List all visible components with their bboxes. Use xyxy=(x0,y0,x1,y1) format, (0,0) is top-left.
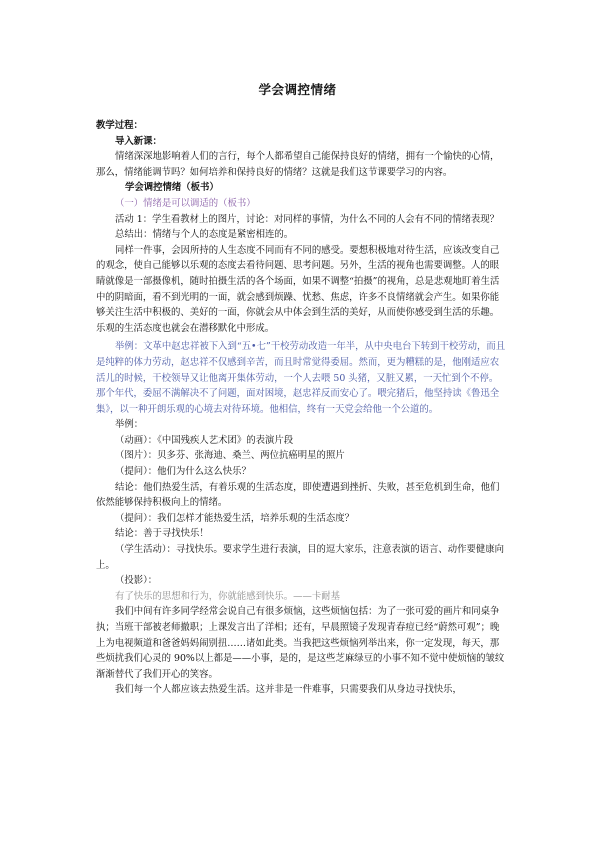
paragraph: 有了快乐的思想和行为，你就能感到快乐。——卡耐基 xyxy=(115,590,341,602)
paragraph: （投影）： xyxy=(115,575,158,587)
paragraph: 举例：文革中赵忠祥被下入到“五•七”干校劳动改造一年半，从中央电台下转到干校劳动，而且是纯粹的体力劳动，赵忠祥不仅感到辛苦，而且时常觉得委屈。然而，更为糟糕的是，他刚适应农活儿的时候，干校领导又让他离开集体劳动，一个人去喂 50 头猪，又脏又累，一天忙到个不停。那个年代，委屈不满解决不了问题，面对困境，赵忠祥反而安心了。喂完猪后，他坚持读《鲁迅全集》，以一种开朗乐观的心境去对待环境。他相信，终有一天党会给他一个公道的。 xyxy=(96,341,506,415)
paragraph: （提问）：我们怎样才能热爱生活，培养乐观的生活态度？ xyxy=(115,512,355,524)
paragraph: （一）情绪是可以调适的（板书） xyxy=(115,197,256,209)
paragraph: 教学过程： xyxy=(96,120,143,131)
paragraph: 学会调控情绪（板书） xyxy=(125,182,219,194)
paragraph: 总结出：情绪与个人的态度是紧密相连的。 xyxy=(115,229,294,241)
paragraph: 结论：善于寻找快乐！ xyxy=(115,528,209,540)
paragraph: （图片）：贝多芬、张海迪、桑兰、两位抗癌明星的照片 xyxy=(115,450,345,462)
paragraph: 举例： xyxy=(115,419,144,431)
paragraph: 同样一件事，会因所持的人生态度不同而有不同的感受。要想积极地对待生活，应该改变自己的观念，使自己能够以乐观的态度去看待问题、思考问题。另外，生活的视角也需要调整。人的眼睛就像是一部摄像机，随时拍摄生活的各个场面，如果不调整“拍摄”的视角，总是悲观地盯着生活中的阴暗面，看不到光明的一面，就会感到烦躁、忧愁、焦虑，许多不良情绪就会产生。如果你能够关注生活中积极的、美好的一面，你就会从中体会到生活的美好，从而使你感受到生活的乐趣。乐观的生活态度也就会在潜移默化中形成。 xyxy=(96,244,500,334)
paragraph: 我们中间有许多同学经常会说自己有很多烦恼，这些烦恼包括：为了一张可爱的画片和同桌争执；当班干部被老师撤职；上课发言出了洋相；还有，早晨照镜子发现青春痘已经“蔚然可观”；晚上为电视频道和爸爸妈妈闹别扭……诸如此类。当我把这些烦恼列举出来，你一定发现，每天，那些烦扰我们心灵的 90%以上都是——小事，是的，是这些芝麻绿豆的小事不知不觉中使烦恼的皱纹渐渐替代了我们开心的笑容。 xyxy=(96,606,505,680)
paragraph: （动画）：《中国残疾人艺术团》的表演片段 xyxy=(115,434,294,446)
page-title: 学会调控情绪 xyxy=(258,82,337,97)
paragraph: 结论：他们热爱生活，有着乐观的生活态度，即使遭遇到挫折、失败，甚至危机到生命，他们依然能够保持积极向上的情绪。 xyxy=(96,481,500,509)
paragraph: （学生活动）：寻找快乐。要求学生进行表演，目的逗大家乐，注意表演的语言、动作要健康向上。 xyxy=(96,544,505,571)
paragraph: 我们每一个人都应该去热爱生活。这并非是一件难事，只需要我们从身边寻找快乐， xyxy=(115,684,462,696)
paragraph: （提问）：他们为什么这么快乐？ xyxy=(115,466,251,478)
paragraph: 导入新课： xyxy=(115,135,162,147)
paragraph: 情绪深深地影响着人们的言行，每个人都希望自己能保持良好的情绪，拥有一个愉快的心情，那么，情绪能调节吗？如何培养和保持良好的情绪？这就是我们这节课要学习的内容。 xyxy=(96,151,500,178)
paragraph: 活动 1：学生看教材上的图片，讨论：对同样的事情，为什么不同的人会有不同的情绪表现？ xyxy=(115,213,499,225)
document-body xyxy=(96,118,506,698)
